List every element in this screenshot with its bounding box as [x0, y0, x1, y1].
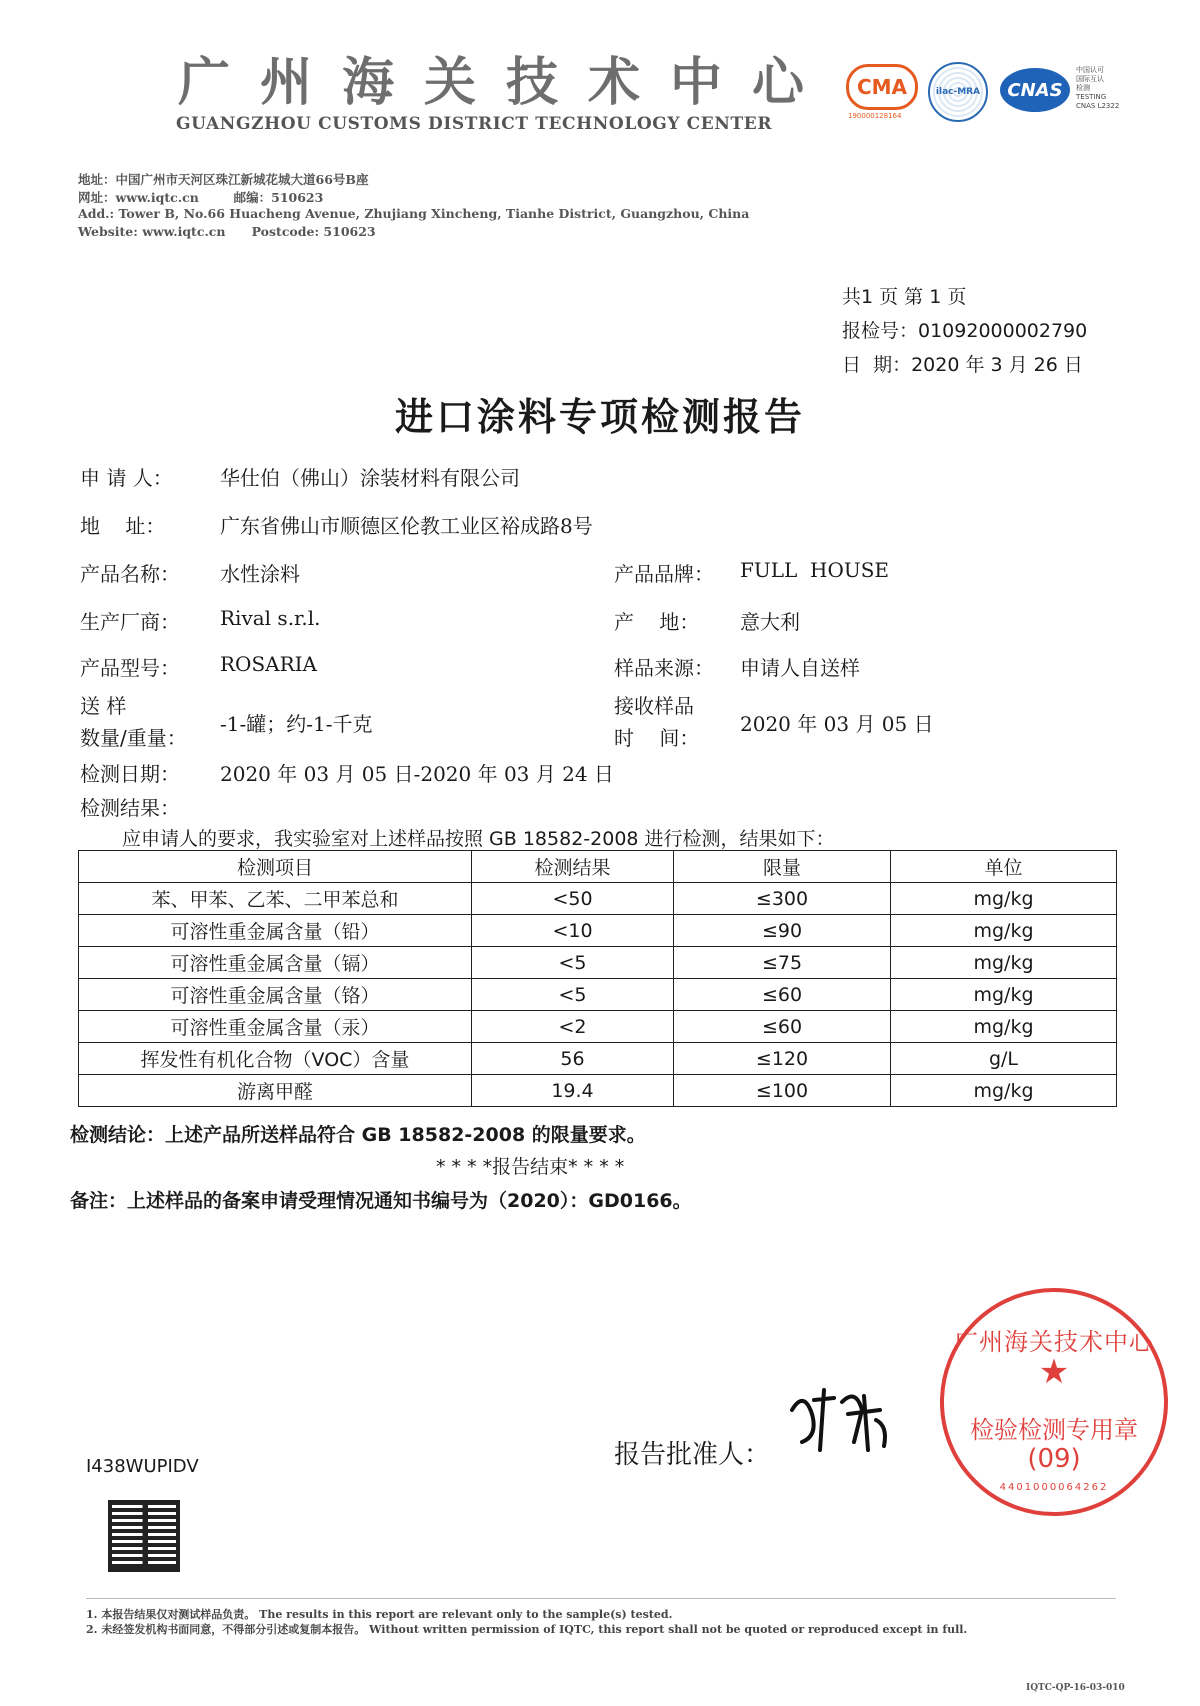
test-date-label: 检测日期：	[80, 762, 180, 786]
footer-divider	[86, 1598, 1116, 1599]
seal-purpose-text: 检验检测专用章	[970, 1416, 1138, 1444]
table-cell: mg/kg	[891, 947, 1117, 979]
table-cell: 可溶性重金属含量（镉）	[79, 947, 472, 979]
table-cell: mg/kg	[891, 979, 1117, 1011]
approver-label: 报告批准人：	[614, 1440, 771, 1470]
table-cell: 可溶性重金属含量（铬）	[79, 979, 472, 1011]
report-date: 日 期：2020 年 3 月 26 日	[842, 354, 1083, 376]
footer-note-1: 1. 本报告结果仅对测试样品负责。 The results in this report are relevant only to the sample(s) tested.	[86, 1608, 673, 1621]
cnas-text-line: 国际互认	[1076, 75, 1104, 83]
table-cell: mg/kg	[891, 1011, 1117, 1043]
table-cell: <5	[472, 947, 674, 979]
product-name-label: 产品名称：	[80, 562, 180, 586]
table-row	[79, 979, 1117, 1011]
table-cell: g/L	[891, 1043, 1117, 1075]
table-cell: mg/kg	[891, 915, 1117, 947]
brand-value: FULL HOUSE	[740, 558, 890, 582]
official-seal	[940, 1288, 1168, 1516]
test-result-label: 检测结果：	[80, 796, 180, 820]
address-en: Add.: Tower B, No.66 Huacheng Avenue, Zhujiang Xincheng, Tianhe District, Guangzhou, China	[78, 206, 750, 221]
column-header: 检测结果	[472, 851, 674, 883]
manufacturer-value: Rival s.r.l.	[220, 606, 321, 630]
table-cell: 19.4	[472, 1075, 674, 1107]
quantity-label-line1: 送 样	[80, 694, 127, 718]
table-cell: ≤60	[674, 1011, 891, 1043]
sample-source-value: 申请人自送样	[740, 656, 860, 680]
receive-time-label-line2: 时 间：	[614, 726, 700, 750]
table-cell: mg/kg	[891, 883, 1117, 915]
cnas-text-line: 检测	[1076, 84, 1090, 92]
table-header-row	[79, 851, 1117, 883]
table-cell: <10	[472, 915, 674, 947]
test-date-value: 2020 年 03 月 05 日-2020 年 03 月 24 日	[220, 762, 614, 786]
cnas-logo: CNAS	[1000, 68, 1070, 112]
brand-label: 产品品牌：	[614, 562, 714, 586]
table-cell: 挥发性有机化合物（VOC）含量	[79, 1043, 472, 1075]
table-cell: ≤90	[674, 915, 891, 947]
address-label: 地 址：	[80, 514, 166, 538]
approver-signature	[784, 1380, 904, 1460]
origin-value: 意大利	[740, 610, 800, 634]
sample-source-label: 样品来源：	[614, 656, 714, 680]
receive-time-label-line1: 接收样品	[614, 694, 694, 718]
ilac-mra-logo: ilac-MRA	[928, 62, 988, 122]
quantity-label-line2: 数量/重量：	[80, 726, 187, 750]
footer-note-2: 2. 未经签发机构书面同意，不得部分引述或复制本报告。 Without written permission of IQTC, this report shall not be quoted or reproduced except in full.	[86, 1623, 968, 1636]
seal-number: (09)	[1027, 1444, 1081, 1474]
results-table	[78, 850, 1117, 1107]
column-header: 限量	[674, 851, 891, 883]
manufacturer-label: 生产厂商：	[80, 610, 180, 634]
organization-name-en: GUANGZHOU CUSTOMS DISTRICT TECHNOLOGY CENTER	[176, 114, 773, 134]
table-row	[79, 1075, 1117, 1107]
column-header: 单位	[891, 851, 1117, 883]
model-label: 产品型号：	[80, 656, 180, 680]
qr-code-icon	[108, 1500, 180, 1572]
table-cell: <2	[472, 1011, 674, 1043]
table-cell: 56	[472, 1043, 674, 1075]
table-cell: mg/kg	[891, 1075, 1117, 1107]
table-cell: 苯、甲苯、乙苯、二甲苯总和	[79, 883, 472, 915]
report-number: 报检号：01092000002790	[842, 320, 1088, 342]
cnas-text-line: CNAS L2322	[1076, 102, 1120, 110]
organization-name-cn: 广州海关技术中心	[178, 53, 835, 113]
table-cell: ≤75	[674, 947, 891, 979]
quantity-value: -1-罐；约-1-千克	[220, 712, 373, 736]
report-title: 进口涂料专项检测报告	[394, 395, 805, 439]
applicant-value: 华仕伯（佛山）涂装材料有限公司	[220, 466, 520, 490]
origin-label: 产 地：	[614, 610, 700, 634]
website-cn: 网址：www.iqtc.cn 邮编：510623	[78, 190, 324, 205]
table-cell: <5	[472, 979, 674, 1011]
model-value: ROSARIA	[220, 652, 318, 676]
address-cn: 地址：中国广州市天河区珠江新城花城大道66号B座	[78, 172, 369, 187]
page-count: 共1 页 第 1 页	[842, 286, 967, 308]
test-conclusion: 检测结论：上述产品所送样品符合 GB 18582-2008 的限量要求。	[70, 1124, 646, 1146]
document-code: I438WUPIDV	[86, 1456, 199, 1477]
table-row	[79, 947, 1117, 979]
table-cell: ≤120	[674, 1043, 891, 1075]
test-intro: 应申请人的要求，我实验室对上述样品按照 GB 18582-2008 进行检测，结果如下：	[122, 828, 835, 850]
remark: 备注：上述样品的备案申请受理情况通知书编号为（2020）：GD0166。	[70, 1190, 692, 1212]
table-cell: ≤100	[674, 1075, 891, 1107]
table-row	[79, 915, 1117, 947]
table-row	[79, 1011, 1117, 1043]
form-number: IQTC-QP-16-03-010	[1026, 1683, 1125, 1693]
table-row	[79, 883, 1117, 915]
cnas-text-line: TESTING	[1076, 93, 1107, 101]
cnas-text-line: 中国认可	[1076, 66, 1104, 74]
table-row	[79, 1043, 1117, 1075]
table-cell: ≤300	[674, 883, 891, 915]
cnas-accreditation-text	[1076, 66, 1119, 111]
applicant-label: 申 请 人：	[80, 466, 173, 490]
column-header: 检测项目	[79, 851, 472, 883]
cma-logo: CMA	[846, 64, 918, 110]
seal-star-icon: ★	[1038, 1352, 1070, 1392]
table-cell: ≤60	[674, 979, 891, 1011]
seal-code: 4401000064262	[999, 1482, 1109, 1493]
product-name-value: 水性涂料	[220, 562, 300, 586]
receive-time-value: 2020 年 03 月 05 日	[740, 712, 934, 736]
website-en: Website: www.iqtc.cn Postcode: 510623	[78, 224, 376, 239]
table-cell: 游离甲醛	[79, 1075, 472, 1107]
table-cell: <50	[472, 883, 674, 915]
table-cell: 可溶性重金属含量（汞）	[79, 1011, 472, 1043]
cma-number: 190000128164	[848, 112, 902, 120]
address-value: 广东省佛山市顺德区伦教工业区裕成路8号	[220, 514, 593, 538]
seal-org-text: 广州海关技术中心	[954, 1328, 1154, 1356]
table-cell: 可溶性重金属含量（铅）	[79, 915, 472, 947]
report-end-mark: * * * *报告结束* * * *	[436, 1156, 625, 1178]
